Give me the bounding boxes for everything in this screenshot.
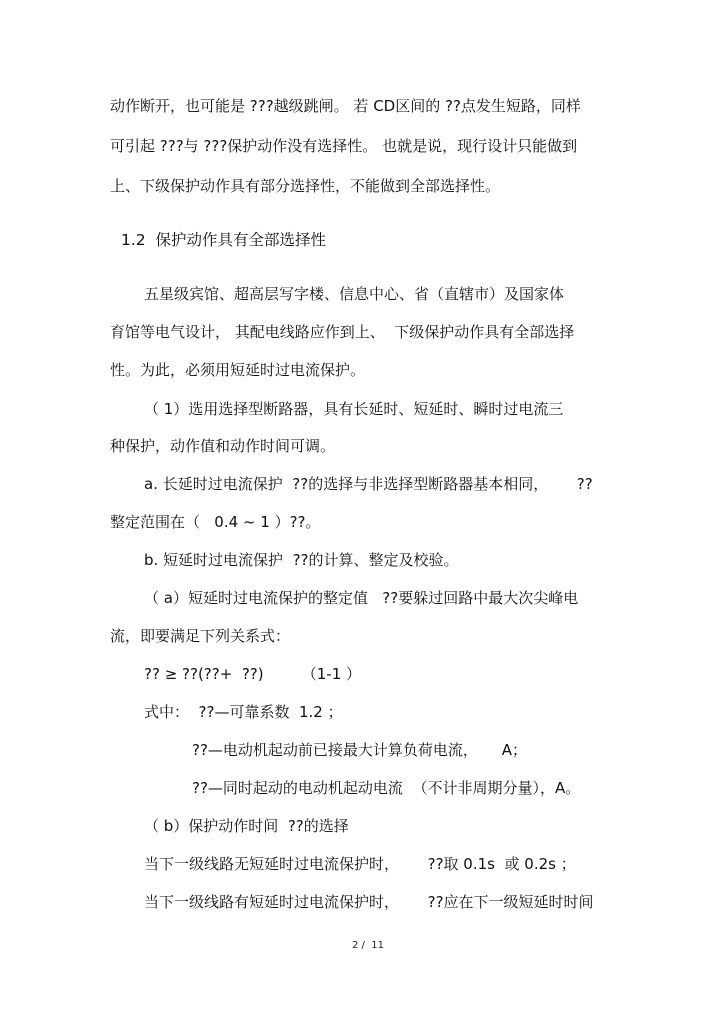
formula-line: ?? ≥ ??(??+ ??) （1-1 ） bbox=[144, 665, 362, 683]
paragraph-line-6: 性。为此，必须用短延时过电流保护。 bbox=[110, 361, 366, 379]
paragraph-line-10: 整定范围在（ 0.4 ~ 1 ）??。 bbox=[110, 513, 321, 531]
paragraph-line-12: （ a）短延时过电流保护的整定值 ??要躲过回路中最大次尖峰电 bbox=[144, 589, 579, 607]
paragraph-line-11: b. 短延时过电流保护 ??的计算、整定及校验。 bbox=[144, 551, 459, 569]
paragraph-line-3: 上、下级保护动作具有部分选择性，不能做到全部选择性。 bbox=[110, 177, 501, 195]
page-number: 2 / 11 bbox=[352, 940, 384, 951]
section-heading: 1.2 保护动作具有全部选择性 bbox=[121, 231, 327, 249]
paragraph-line-8: 种保护，动作值和动作时间可调。 bbox=[110, 437, 336, 455]
paragraph-line-1: 动作断开，也可能是 ???越级跳闸。 若 CD区间的 ??点发生短路，同样 bbox=[110, 97, 581, 115]
paragraph-line-7: （ 1）选用选择型断路器，具有长延时、短延时、瞬时过电流三 bbox=[144, 400, 564, 418]
paragraph-line-17: （ b）保护动作时间 ??的选择 bbox=[144, 817, 349, 835]
paragraph-line-4: 五星级宾馆、超高层写字楼、信息中心、省（直辖市）及国家体 bbox=[144, 285, 565, 303]
paragraph-line-9: a. 长延时过电流保护 ??的选择与非选择型断路器基本相同， ?? bbox=[144, 475, 593, 493]
paragraph-line-16: ??—同时起动的电动机起动电流 （不计非周期分量），A。 bbox=[192, 779, 581, 797]
paragraph-line-2: 可引起 ???与 ???保护动作没有选择性。 也就是说，现行设计只能做到 bbox=[110, 137, 578, 155]
paragraph-line-18: 当下一级线路无短延时过电流保护时， ??取 0.1s 或 0.2s ； bbox=[144, 855, 576, 873]
paragraph-line-14: 式中： ??—可靠系数 1.2 ； bbox=[144, 703, 343, 721]
paragraph-line-5: 育馆等电气设计， 其配电线路应作到上、 下级保护动作具有全部选择 bbox=[110, 323, 575, 341]
paragraph-line-13: 流，即要满足下列关系式： bbox=[110, 627, 291, 645]
paragraph-line-15: ??—电动机起动前已接最大计算负荷电流， A； bbox=[192, 741, 528, 759]
paragraph-line-19: 当下一级线路有短延时过电流保护时， ??应在下一级短延时时间 bbox=[144, 893, 594, 911]
